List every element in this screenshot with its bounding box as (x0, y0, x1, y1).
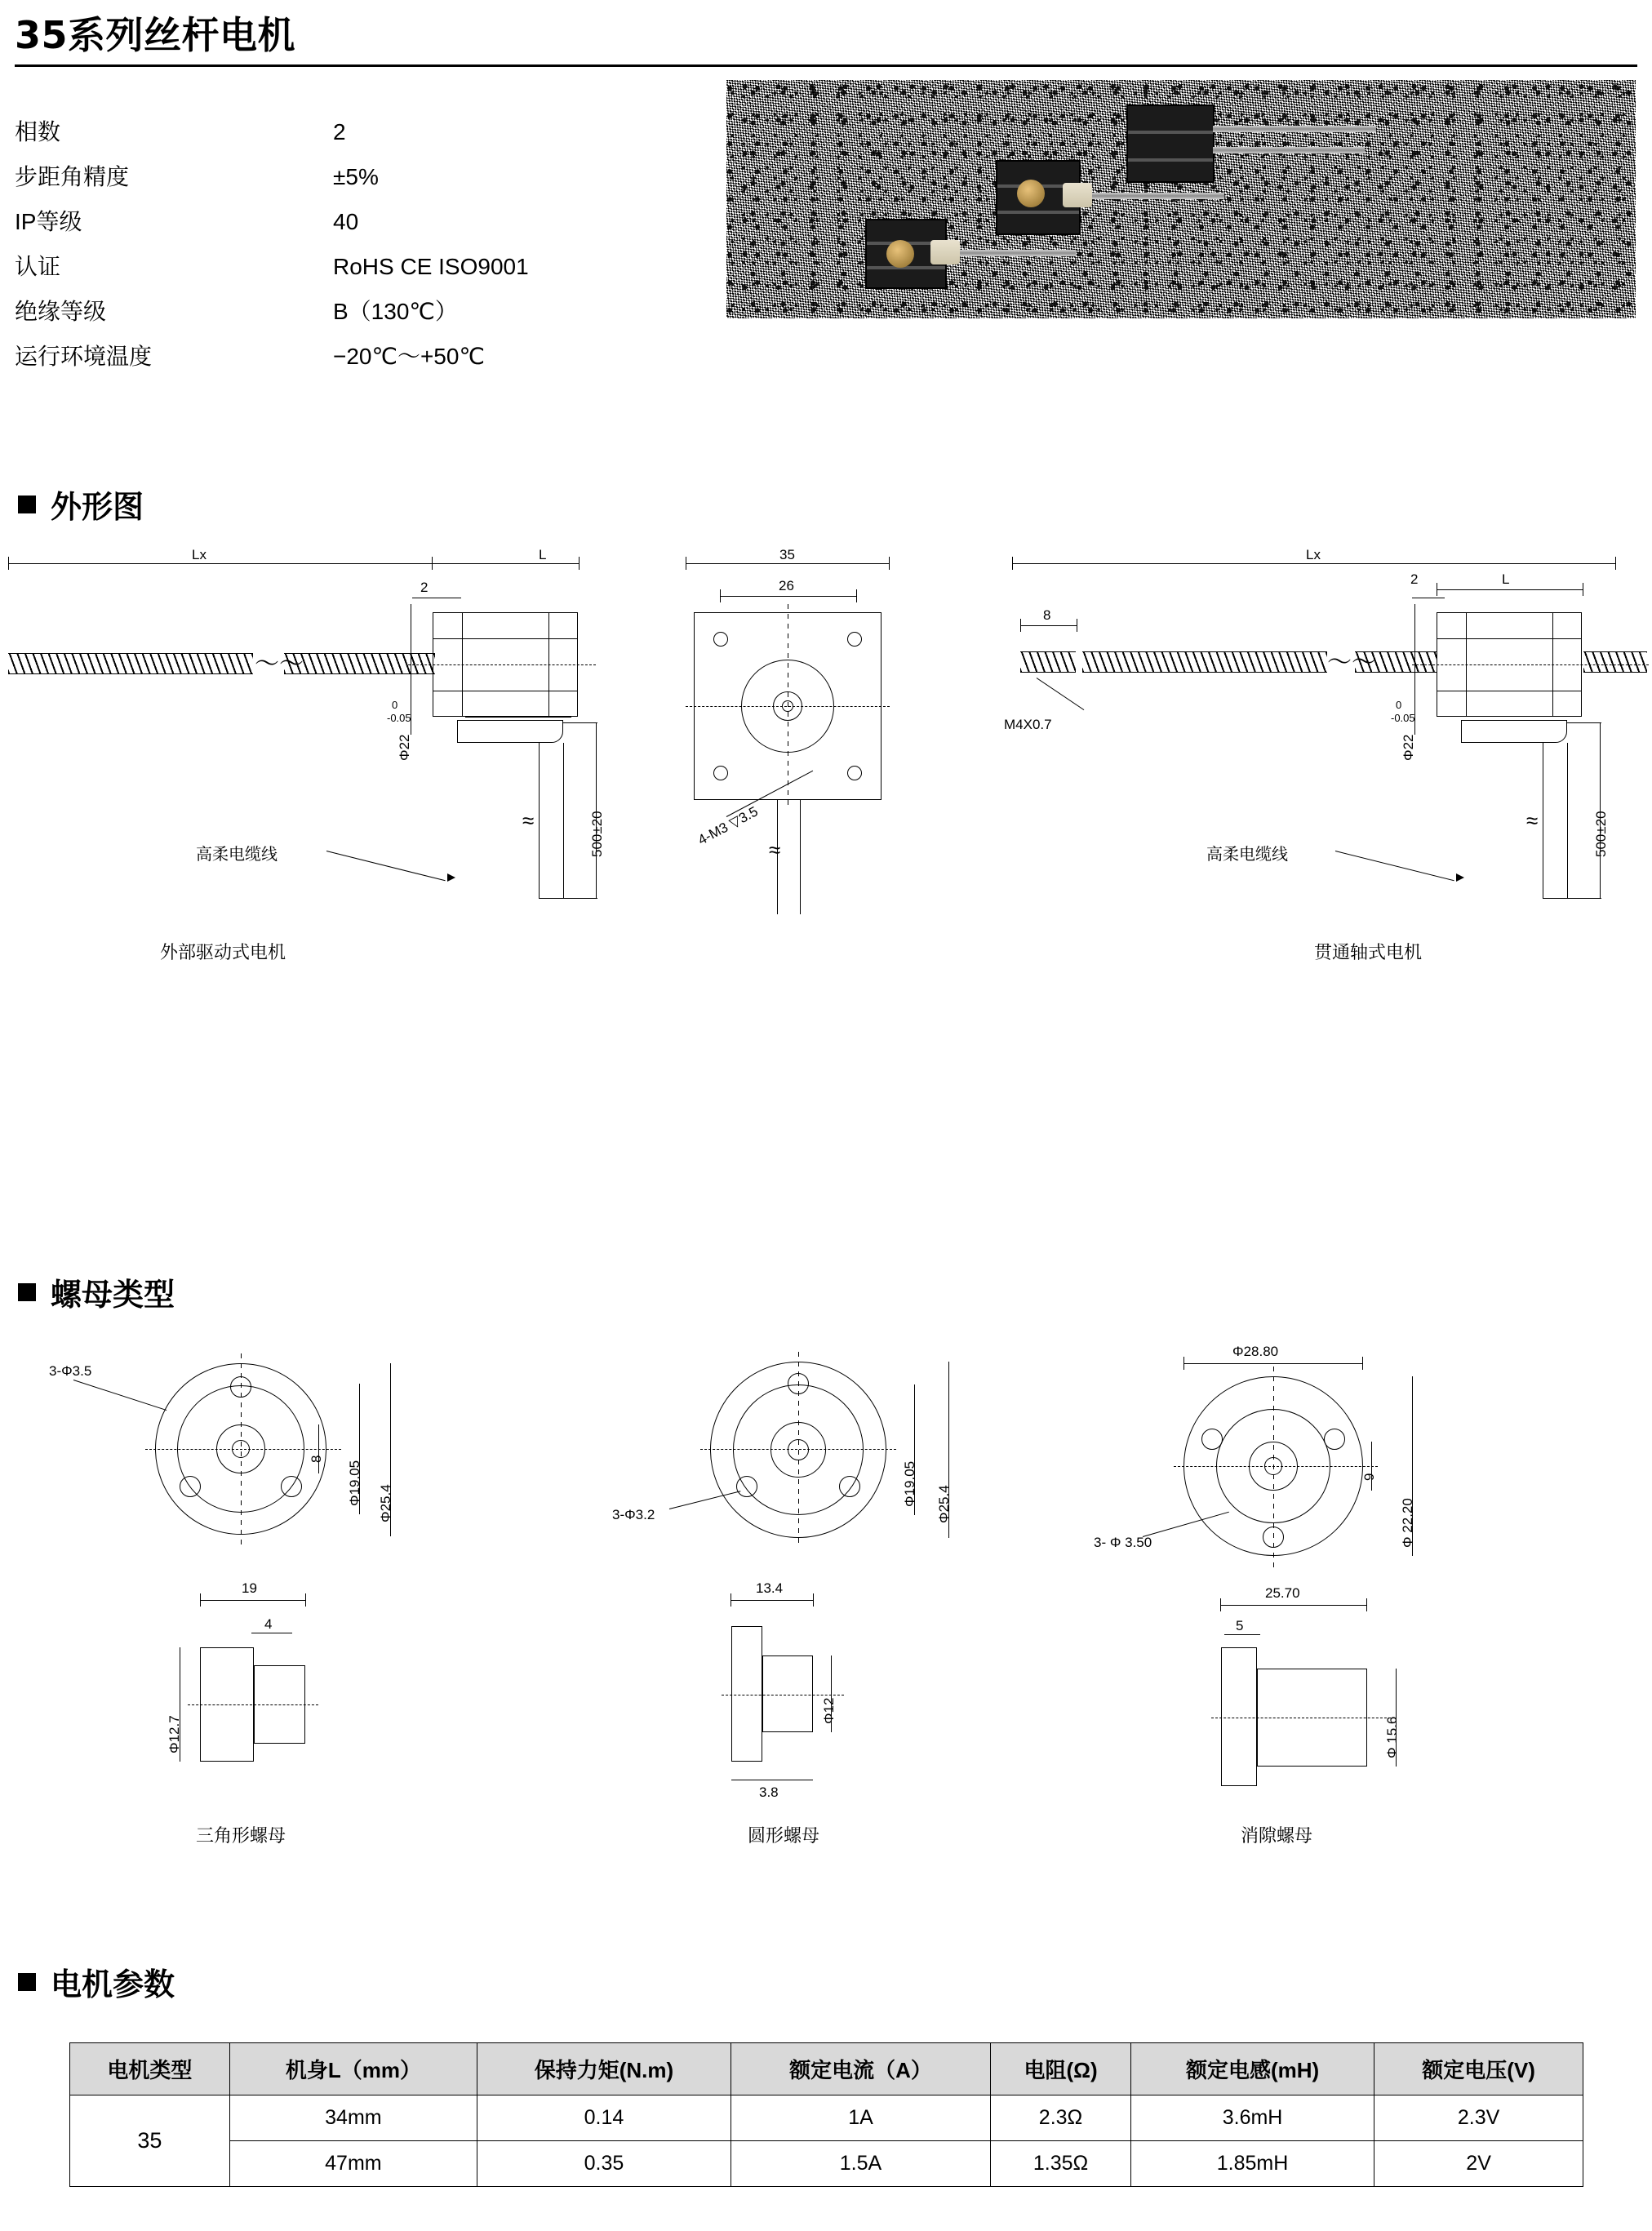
lead-screw-thread (1583, 651, 1647, 673)
dim-phi19-05: Φ19.05 (902, 1460, 917, 1507)
spec-label: 绝缘等级 (15, 299, 107, 324)
table-row (70, 2141, 1583, 2187)
dim-phi22-20: Φ 22.20 (1400, 1498, 1415, 1548)
mounting-hole-circle (713, 632, 728, 647)
mounting-hole-circle (1201, 1429, 1223, 1450)
column-header-motor-type: 电机类型 (70, 2043, 230, 2095)
spec-value: −20℃～+50℃ (333, 344, 485, 369)
spec-row (15, 204, 635, 237)
section-heading-motor-params (18, 1959, 175, 2004)
dim-phi15-6: Φ 15.6 (1384, 1716, 1400, 1758)
dim-phi25-4: Φ25.4 (378, 1484, 393, 1522)
outline-drawing-front-view (677, 547, 947, 1192)
cell-motor-model: 35 (70, 2095, 230, 2187)
table-header-row (70, 2043, 1583, 2095)
cell-rated-current: 1.5A (731, 2141, 990, 2187)
dim-l: L (539, 547, 547, 562)
cell-body-length: 34mm (229, 2095, 477, 2141)
break-symbol: ≈ (1526, 808, 1539, 833)
lead-screw-shaft (1077, 193, 1224, 199)
lead-screw-thread (284, 653, 435, 674)
drawing-caption: 圆形螺母 (748, 1825, 820, 1846)
section-heading-outline (18, 482, 144, 527)
nut-drawing-round (612, 1339, 1061, 1910)
mounting-hole-circle (180, 1476, 201, 1497)
spec-value: B（130℃） (333, 299, 458, 324)
cell-rated-inductance: 3.6mH (1130, 2095, 1374, 2141)
cell-rated-current: 1A (731, 2095, 990, 2141)
dim-2: 2 (1410, 571, 1419, 587)
lead-screw-thread (1082, 651, 1327, 673)
mounting-hole-circle (736, 1476, 757, 1497)
mounting-hole-circle (713, 766, 728, 780)
column-header-holding-torque: 保持力矩(N.m) (477, 2043, 731, 2095)
nut-flange-side (1221, 1647, 1257, 1786)
drawing-caption: 外部驱动式电机 (160, 942, 286, 962)
spec-value: 2 (333, 119, 346, 144)
dim-tolerance-bottom: -0.05 (387, 712, 411, 724)
dim-25-70: 25.70 (1265, 1585, 1300, 1601)
spec-label: 相数 (15, 119, 61, 144)
dim-5: 5 (1236, 1618, 1244, 1633)
title-divider (15, 64, 1637, 67)
dim-3-8: 3.8 (759, 1784, 779, 1800)
product-photo (726, 80, 1636, 318)
motor-body (1126, 104, 1215, 183)
dim-l: L (1502, 571, 1510, 587)
spec-label: 运行环境温度 (15, 344, 153, 369)
dim-8: 8 (1043, 607, 1051, 623)
spec-row (15, 339, 635, 371)
dim-cable-length: 500±20 (1593, 811, 1609, 857)
nut-flange-side (731, 1626, 762, 1762)
spec-row (15, 249, 635, 282)
section-title: 外形图 (51, 489, 144, 525)
lead-screw-shaft (945, 250, 1076, 256)
dim-phi12-7: Φ12.7 (167, 1715, 182, 1753)
dim-phi12: Φ12 (821, 1697, 837, 1724)
spec-row (15, 294, 635, 327)
cell-rated-voltage: 2.3V (1374, 2095, 1583, 2141)
spec-value: RoHS CE ISO9001 (333, 254, 529, 279)
square-bullet-icon (18, 1283, 36, 1301)
page-title: 35系列丝杆电机 (15, 13, 296, 57)
cell-resistance: 1.35Ω (991, 2141, 1131, 2187)
column-header-rated-current: 额定电流（A） (731, 2043, 990, 2095)
dim-m4x07: M4X0.7 (1004, 717, 1052, 732)
dim-bolt-span-26: 26 (779, 578, 794, 593)
cable-label: 高柔电缆线 (1206, 846, 1288, 864)
break-symbol: ≈ (769, 838, 781, 862)
dim-lx: Lx (192, 547, 206, 562)
lead-screw-shaft (1213, 126, 1376, 132)
dim-tolerance-top: 0 (392, 699, 398, 711)
dim-3-phi3-50: 3- Φ 3.50 (1094, 1535, 1152, 1550)
dim-3-phi3-5: 3-Φ3.5 (49, 1363, 92, 1379)
dim-9: 9 (1361, 1473, 1377, 1481)
square-bullet-icon (18, 1973, 36, 1991)
nut-cap (1063, 183, 1092, 207)
dim-tolerance-top: 0 (1396, 699, 1402, 711)
dim-phi22-value: Φ22 (397, 734, 412, 761)
spec-value: ±5% (333, 164, 379, 189)
spec-label: 认证 (15, 254, 61, 279)
dim-thread-note: 4-M3 ▽3.5 (695, 803, 761, 848)
shaft-end-thread (1020, 651, 1076, 673)
spec-label: IP等级 (15, 209, 82, 234)
spec-value: 40 (333, 209, 359, 234)
motor-flange-hub (886, 240, 914, 268)
motor-flange-hub (1017, 180, 1045, 207)
nut-drawing-triangular (49, 1339, 539, 1910)
spec-row (15, 159, 635, 192)
dim-19: 19 (242, 1580, 257, 1596)
spec-label: 步距角精度 (15, 164, 130, 189)
mounting-hole-circle (1324, 1429, 1345, 1450)
drawing-caption: 消隙螺母 (1241, 1825, 1313, 1846)
column-header-rated-inductance: 额定电感(mH) (1130, 2043, 1374, 2095)
dim-phi25-4: Φ25.4 (936, 1485, 952, 1523)
dim-phi22 (1401, 735, 1417, 761)
break-symbol: 〜〜 (1327, 649, 1376, 676)
section-title: 电机参数 (51, 1967, 175, 2002)
dim-lx: Lx (1306, 547, 1321, 562)
dim-13-4: 13.4 (756, 1580, 784, 1596)
motor-parameters-table (69, 2042, 1583, 2187)
dim-4: 4 (264, 1616, 273, 1632)
dim-phi22-value: Φ22 (1401, 734, 1416, 761)
outline-drawing-through-shaft (1004, 547, 1649, 1192)
section-title: 螺母类型 (51, 1277, 175, 1313)
column-header-rated-voltage: 额定电压(V) (1374, 2043, 1583, 2095)
specification-list (15, 114, 635, 384)
mounting-hole-circle (281, 1476, 302, 1497)
cell-holding-torque: 0.35 (477, 2141, 731, 2187)
dim-2: 2 (420, 580, 429, 595)
column-header-body-length: 机身L（mm） (229, 2043, 477, 2095)
table-row (70, 2095, 1583, 2141)
dim-tolerance-bottom: -0.05 (1391, 712, 1415, 724)
break-symbol: ≈ (522, 808, 535, 833)
lead-screw-thread (8, 653, 253, 674)
nut-drawing-anti-backlash (1094, 1331, 1632, 1910)
drawing-caption: 贯通轴式电机 (1314, 942, 1423, 962)
cell-holding-torque: 0.14 (477, 2095, 731, 2141)
nut-body-side (762, 1655, 813, 1732)
cell-rated-voltage: 2V (1374, 2141, 1583, 2187)
spec-row (15, 114, 635, 147)
column-header-resistance: 电阻(Ω) (991, 2043, 1131, 2095)
dim-phi28-80: Φ28.80 (1232, 1344, 1279, 1359)
cell-rated-inductance: 1.85mH (1130, 2141, 1374, 2187)
dim-width-35: 35 (779, 547, 795, 562)
dim-cable-length: 500±20 (589, 811, 605, 857)
outline-drawing-external-drive (0, 547, 620, 1192)
lead-screw-shaft (1213, 147, 1365, 153)
section-heading-nut-types (18, 1269, 175, 1314)
mounting-hole-circle (847, 766, 862, 780)
dim-3-phi3-2: 3-Φ3.2 (612, 1507, 655, 1522)
mounting-hole-circle (839, 1476, 860, 1497)
cell-body-length: 47mm (229, 2141, 477, 2187)
nut-cap (930, 240, 960, 264)
cable-label: 高柔电缆线 (196, 846, 278, 864)
dim-phi19-05: Φ19.05 (347, 1460, 362, 1506)
mounting-hole-circle (847, 632, 862, 647)
cell-resistance: 2.3Ω (991, 2095, 1131, 2141)
dim-8: 8 (309, 1455, 324, 1463)
break-symbol: 〜〜 (255, 651, 304, 678)
drawing-caption: 三角形螺母 (196, 1825, 286, 1846)
square-bullet-icon (18, 496, 36, 513)
title-block (0, 0, 1652, 56)
dim-phi22 (397, 735, 413, 761)
